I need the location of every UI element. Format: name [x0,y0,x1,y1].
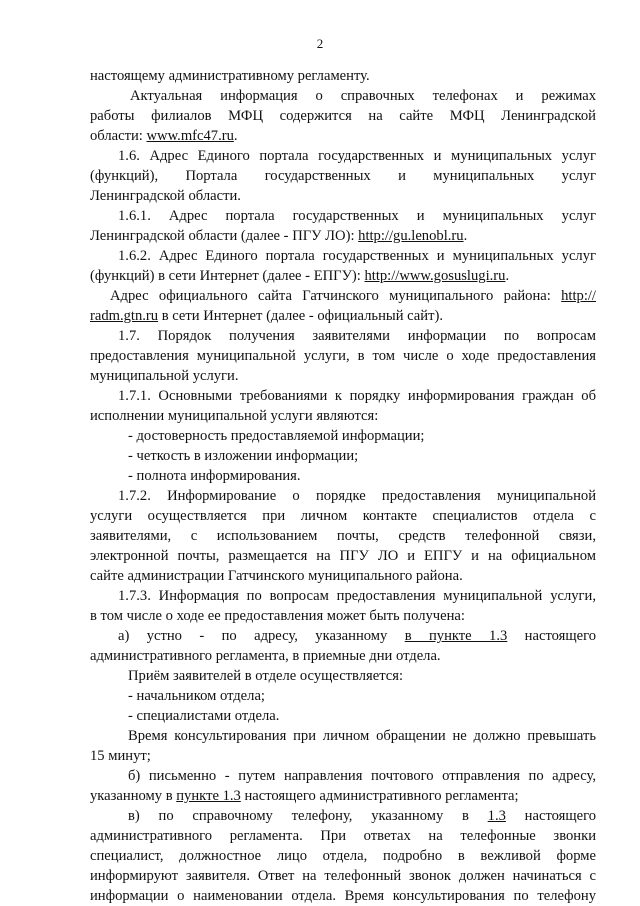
text-fragment: . [463,228,468,244]
underlined-link[interactable]: пункте 1.3 [176,788,241,804]
text-line [128,446,596,466]
text-fragment: 1.7.3. Информация по вопросам предоставления муниципальной услуги, [118,588,596,604]
page-number: 2 [316,36,324,51]
text-fragment: Приём заявителей в отделе осуществляется: [128,668,404,684]
underlined-link[interactable]: www.mfc47.ru [146,128,234,144]
text-fragment: сайте администрации Гатчинского муниципального района. [90,568,463,584]
text-line [90,266,596,286]
text-fragment: 15 минут; [90,748,151,764]
text-line [90,126,596,146]
text-fragment: Ленинградской области. [90,188,241,204]
underlined-link[interactable]: http://gu.lenobl.ru [358,228,464,244]
underlined-link[interactable]: http://www.gosuslugi.ru [364,268,506,284]
text-fragment: специалист, должностное лицо отдела, подробно в вежливой форме [90,848,596,864]
text-line [90,406,596,426]
text-line [128,766,596,786]
text-line [90,546,596,566]
text-fragment: - специалистами отдела. [128,708,280,724]
text-line [118,586,596,606]
text-fragment: предоставления муниципальной услуги, в том числе о ходе предоставления [90,348,596,364]
text-line [128,726,596,746]
text-line [118,486,596,506]
text-fragment: - полнота информирования. [128,468,301,484]
text-fragment: настоящему административному регламенту. [90,68,370,84]
text-line [128,466,596,486]
text-fragment: - достоверность предоставляемой информации; [128,428,425,444]
text-line [118,386,596,406]
text-fragment: а) устно - по адресу, указанному [118,628,405,644]
text-fragment: - начальником отдела; [128,688,265,704]
text-fragment: информации о наименовании отдела. Время консультирования по телефону [90,888,596,904]
text-fragment: настоящего [507,628,596,644]
text-line [128,806,596,826]
text-fragment: 1.7.1. Основными требованиями к порядку информирования граждан об [118,388,596,404]
text-fragment: 1.7. Порядок получения заявителями информации по вопросам [118,328,596,344]
text-fragment: Ленинградской области (далее - ПГУ ЛО): [90,228,359,244]
text-fragment: настоящего административного регламента; [240,788,519,804]
text-fragment: б) письменно - путем направления почтового отправления по адресу, [128,768,596,784]
text-line [128,706,596,726]
text-line [90,646,596,666]
text-line [118,626,596,646]
text-fragment: работы филиалов МФЦ содержится на сайте МФЦ Ленинградской [90,108,596,124]
text-line [90,746,596,766]
text-fragment: в том числе о ходе ее предоставления может быть получена: [90,608,465,624]
text-line [90,566,596,586]
text-line [90,186,596,206]
text-line [90,886,596,906]
text-fragment: услуги осуществляется при личном контакте специалистов отдела с [90,508,596,524]
text-line [90,526,596,546]
text-fragment: 1.7.2. Информирование о порядке предоставления муниципальной [118,488,596,504]
text-fragment: настоящего [505,808,596,824]
text-fragment: Адрес официального сайта Гатчинского муниципального района: [110,288,562,304]
text-fragment: Время консультирования при личном обращении не должно превышать [128,728,596,744]
text-fragment: административного регламента, в приемные дни отдела. [90,648,441,664]
text-fragment: административного регламента. При ответах на телефонные звонки [90,828,596,844]
text-line [90,226,596,246]
underlined-link[interactable]: http:// [561,288,596,304]
text-fragment: в) по справочному телефону, указанному в [128,808,488,824]
text-fragment: Актуальная информация о справочных телефонах и режимах [130,88,596,104]
text-line [128,666,596,686]
text-fragment: 1.6.2. Адрес Единого портала государственных и муниципальных услуг [118,248,596,264]
text-fragment: 1.6.1. Адрес портала государственных и муниципальных услуг [118,208,596,224]
text-fragment: (функций), Портала государственных и муниципальных услуг [90,168,596,184]
text-fragment: в сети Интернет (далее - официальный сайт). [158,308,443,324]
text-fragment: электронной почты, размещается на ПГУ ЛО и ЕПГУ и на официальном [90,548,596,564]
text-fragment: информируют заявителя. Ответ на телефонный звонок должен начинаться с [90,868,596,884]
underlined-link[interactable]: 1.3 [487,808,506,824]
text-fragment: - четкость в изложении информации; [128,448,359,464]
text-line [118,326,596,346]
text-line [90,346,596,366]
underlined-link[interactable]: в пункте 1.3 [404,628,508,644]
text-fragment: . [233,128,238,144]
text-fragment: указанному в [90,788,177,804]
text-line [128,426,596,446]
text-line [130,86,596,106]
text-line [90,826,596,846]
text-line [90,66,596,86]
text-line [90,306,596,326]
text-line [90,606,596,626]
text-fragment: области: [90,128,147,144]
text-fragment: исполнении муниципальной услуги являются: [90,408,379,424]
text-line [90,866,596,886]
text-fragment: муниципальной услуги. [90,368,239,384]
text-fragment: (функций) в сети Интернет (далее - ЕПГУ): [90,268,365,284]
text-line [118,246,596,266]
text-fragment: . [505,268,510,284]
text-line [90,506,596,526]
text-fragment: заявителями, с использованием почты, средств телефонной связи, [90,528,596,544]
text-line [128,686,596,706]
text-line [90,786,596,806]
text-line [110,286,596,306]
text-line [90,166,596,186]
text-line [118,206,596,226]
text-line [118,146,596,166]
text-fragment: 1.6. Адрес Единого портала государственных и муниципальных услуг [118,148,596,164]
text-line [90,106,596,126]
text-line [90,366,596,386]
underlined-link[interactable]: radm.gtn.ru [90,308,159,324]
text-line [90,846,596,866]
